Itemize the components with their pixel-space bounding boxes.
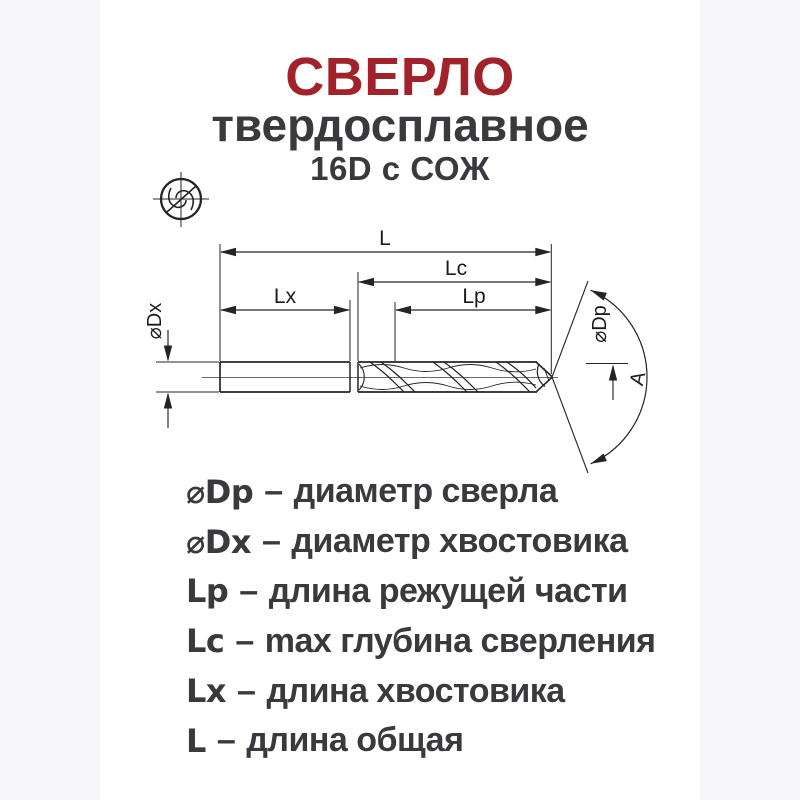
legend-row (100, 716, 700, 766)
legend-dash: – (237, 671, 256, 710)
dimension-lc (358, 257, 551, 286)
dimension-dp (586, 305, 628, 400)
legend-description: диаметр сверла (293, 472, 558, 511)
legend-dash: – (264, 472, 283, 511)
legend-dash: – (216, 721, 236, 760)
legend-symbol: ⌀Dp (186, 472, 254, 511)
dim-label-lp: Lp (462, 285, 486, 308)
dimension-lx (220, 285, 350, 314)
drill-end-view (153, 172, 209, 227)
legend-symbol: Lp (186, 572, 229, 611)
legend-dash: – (239, 571, 258, 610)
dim-label-lx: Lx (273, 285, 297, 308)
page-title: СВЕРЛО (285, 47, 515, 107)
dimension-dx (144, 303, 172, 428)
size-designation: 16D с СОЖ (310, 150, 490, 187)
legend-description: длина общая (246, 721, 464, 760)
legend-row (100, 567, 700, 617)
right-gutter (700, 0, 800, 800)
dim-label-dx: ⌀Dx (144, 302, 166, 340)
dim-label-dp: ⌀Dp (589, 305, 611, 343)
legend-symbol: L (186, 721, 206, 760)
dimension-l (220, 227, 551, 256)
legend-symbol: Lx (186, 672, 227, 711)
legend (100, 467, 700, 766)
legend-dash: – (235, 621, 254, 660)
legend-dash: – (261, 522, 281, 561)
arrowhead-left (220, 248, 236, 256)
legend-symbol: Lc (186, 622, 225, 661)
dim-label-l: L (379, 227, 391, 250)
dimension-lp (395, 285, 551, 314)
left-gutter (0, 0, 100, 800)
drill-side-view (202, 362, 558, 392)
legend-row (100, 517, 700, 567)
legend-description: длина режущей части (268, 571, 628, 610)
legend-row (100, 666, 700, 716)
dim-label-lc: Lc (444, 257, 468, 280)
legend-description: max глубина сверления (264, 621, 656, 660)
technical-drawing (100, 170, 700, 480)
legend-row (100, 616, 700, 666)
arrowhead-right (535, 248, 551, 256)
subtitle: твердосплавное (211, 99, 589, 151)
legend-description: длина хвостовика (266, 671, 565, 710)
extension-lines (156, 244, 551, 392)
legend-row (100, 467, 700, 517)
legend-description: диаметр хвостовика (291, 522, 628, 561)
dim-label-angle: A (625, 369, 651, 388)
legend-symbol: ⌀Dx (186, 522, 251, 561)
